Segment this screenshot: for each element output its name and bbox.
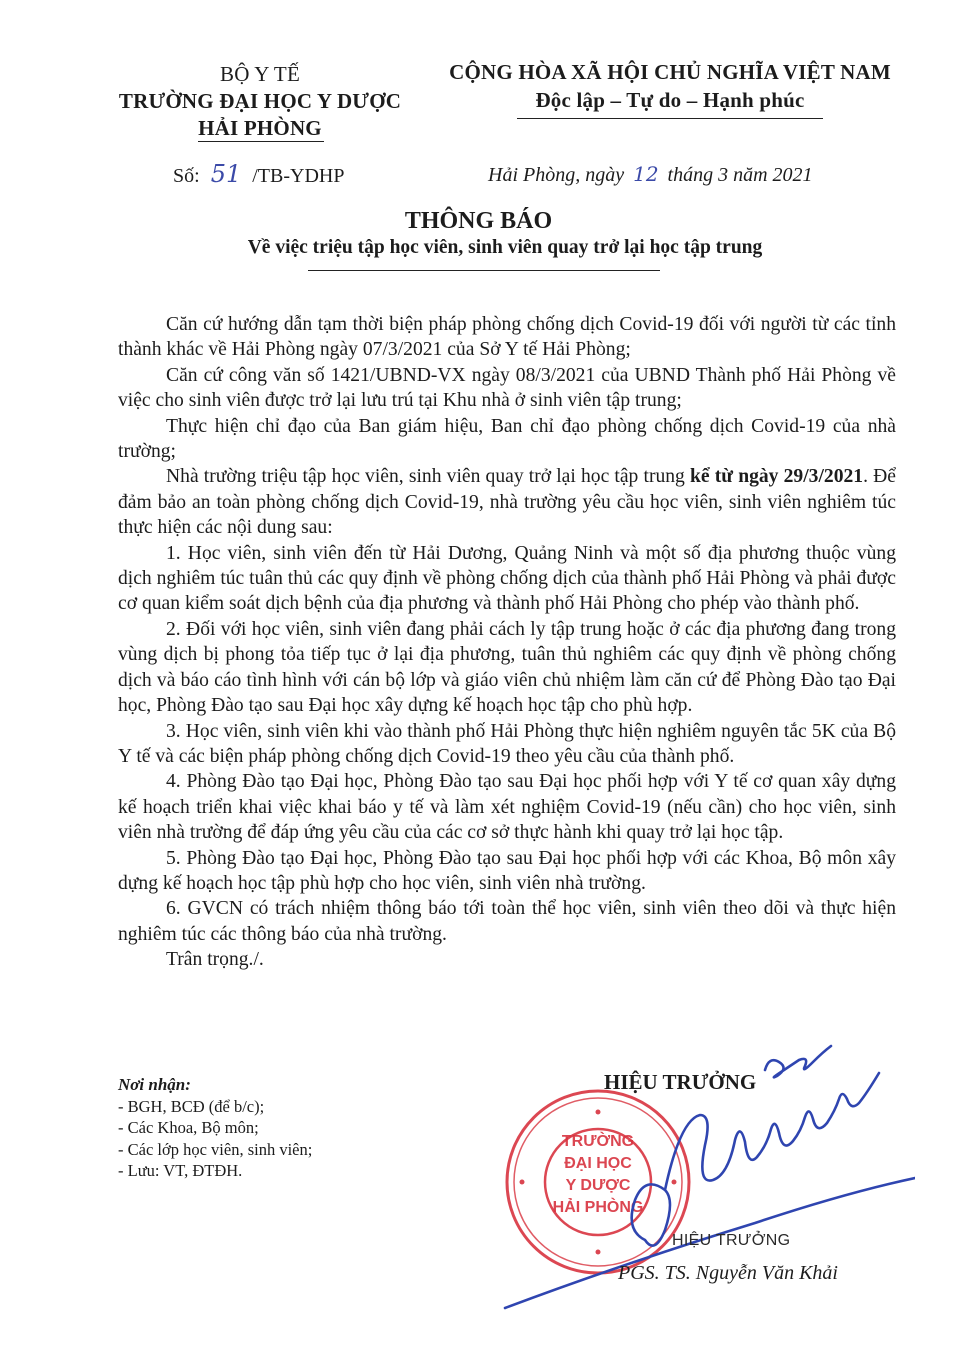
school-name-line2: HẢI PHÒNG [198,116,322,140]
requirement-item-4: 4. Phòng Đào tạo Đại học, Phòng Đào tạo sau Đại học phối hợp với Y tế cơ quan xây dựng kế hoạch triển khai việc khai báo y tế và làm xét nghiệm Covid-19 (nếu cần) cho học viên, sinh viên nhà trường để đáp ứng yêu cầu của các cơ sở thực hành khi quay trở lại học tập. [118,771,896,844]
date-suffix: tháng 3 năm 2021 [667,164,813,186]
nation-motto: Độc lập – Tự do – Hạnh phúc [535,88,805,112]
left-header-rule [198,141,324,142]
doc-number [173,160,344,188]
paragraph-summons [118,464,896,540]
recipient-item: - Các Khoa, Bộ môn; [118,1118,259,1137]
signature-main-stroke [665,1073,879,1190]
ministry-name: BỘ Y TẾ [220,62,300,86]
doc-number-label: Số: [173,165,200,187]
stamp-text-line4: HẢI PHÒNG [552,1199,644,1216]
notice-body [118,312,896,973]
initial-flourish [765,1046,831,1077]
date-day-handwritten: 12 [633,162,659,186]
issue-date [488,162,813,187]
stamp-text-line2: ĐẠI HỌC [564,1155,632,1172]
doc-number-suffix: /TB-YDHP [252,165,345,187]
requirement-item-3: 3. Học viên, sinh viên khi vào thành phố Hải Phòng thực hiện nghiêm nguyên tắc 5K của Bộ Y tế và các biện pháp phòng chống dịch Covid-19 theo yêu cầu của thành phố. [118,720,896,767]
summons-text-pre: Nhà trường triệu tập học viên, sinh viên quay trở lại học tập trung [166,466,691,488]
stamp-text-line3: Y DƯỢC [565,1177,631,1194]
stamp-signature-title: HIỆU TRƯỞNG [672,1232,791,1249]
requirement-item-1: 1. Học viên, sinh viên đến từ Hải Dương, Quảng Ninh và một số địa phương thuộc vùng dịch nghiêm túc tuân thủ các quy định về phòng chống dịch của thành phố Hải Phòng và phải được cơ quan kiểm soát dịch bệnh của địa phương và thành phố Hải Phòng cho phép vào thành phố. [118,542,896,615]
requirement-item-6: 6. GVCN có trách nhiệm thông báo tới toàn thể học viên, sinh viên theo dõi và thực hiện nghiêm túc các thông báo của nhà trường. [118,898,896,945]
paragraph-basis-2: Căn cứ công văn số 1421/UBND-VX ngày 08/3/2021 của UBND Thành phố Hải Phòng về việc cho sinh viên được trở lại lưu trú tại Khu nhà ở sinh viên tập trung; [118,364,896,412]
recipient-item: - Các lớp học viên, sinh viên; [118,1139,313,1159]
recipient-item: - BGH, BCĐ (để b/c); [118,1096,265,1116]
document-title: THÔNG BÁO [404,208,553,234]
right-header-rule [517,118,823,119]
paragraph-basis-1: Căn cứ hướng dẫn tạm thời biện pháp phòng chống dịch Covid-19 đối với người từ các tỉnh thành khác về Hải Phòng ngày 07/3/2021 của Sở Y tế Hải Phòng; [118,314,896,361]
summons-date-bold: kể từ ngày 29/3/2021 [690,466,864,488]
signer-name: PGS. TS. Nguyễn Văn Khải [618,1262,838,1284]
school-name-line1: TRƯỜNG ĐẠI HỌC Y DƯỢC [118,89,402,113]
nation-title: CỘNG HÒA XÃ HỘI CHỦ NGHĨA VIỆT NAM [449,60,891,84]
stamp-text-line1: TRƯỜNG [561,1133,635,1150]
document-subtitle: Về việc triệu tập học viên, sinh viên quay trở lại học tập trung [247,237,763,258]
signature-loop [632,1184,670,1245]
requirement-item-5: 5. Phòng Đào tạo Đại học, Phòng Đào tạo sau Đại học phối hợp với các Khoa, Bộ môn xây dựng kế hoạch học tập phù hợp cho học viên, sinh viên nhà trường. [118,847,896,894]
recipient-item: - Lưu: VT, ĐTĐH. [118,1161,243,1180]
requirement-item-2: 2. Đối với học viên, sinh viên đang phải cách ly tập trung hoặc ở các địa phương đang trong vùng dịch bị phong tỏa tiếp tục ở lại địa phương, tuân thủ nghiêm các quy định về phòng chống dịch và báo cáo tình hình với cán bộ lớp và giáo viên chủ nhiệm làm căn cứ để Phòng Đào tạo Đại học, Phòng Đào tạo sau Đại học xây dựng kế hoạch học tập cho phù hợp. [118,618,896,717]
date-prefix: Hải Phòng, ngày [488,164,625,186]
subtitle-rule [308,270,660,271]
closing-line: Trân trọng./. [166,949,264,971]
recipients-heading: Nơi nhận: [118,1075,191,1094]
summons-text-post: . Để đảm bảo an toàn phòng chống dịch Covid-19, nhà trường yêu cầu học viên, sinh viên nghiêm túc thực hiện các nội dung sau: [118,466,896,539]
recipients-block [118,1074,312,1182]
paragraph-basis-3: Thực hiện chỉ đạo của Ban giám hiệu, Ban chỉ đạo phòng chống dịch Covid-19 của nhà trường; [118,415,896,463]
doc-number-handwritten: 51 [210,160,242,188]
signature-title: HIỆU TRƯỞNG [604,1070,757,1094]
